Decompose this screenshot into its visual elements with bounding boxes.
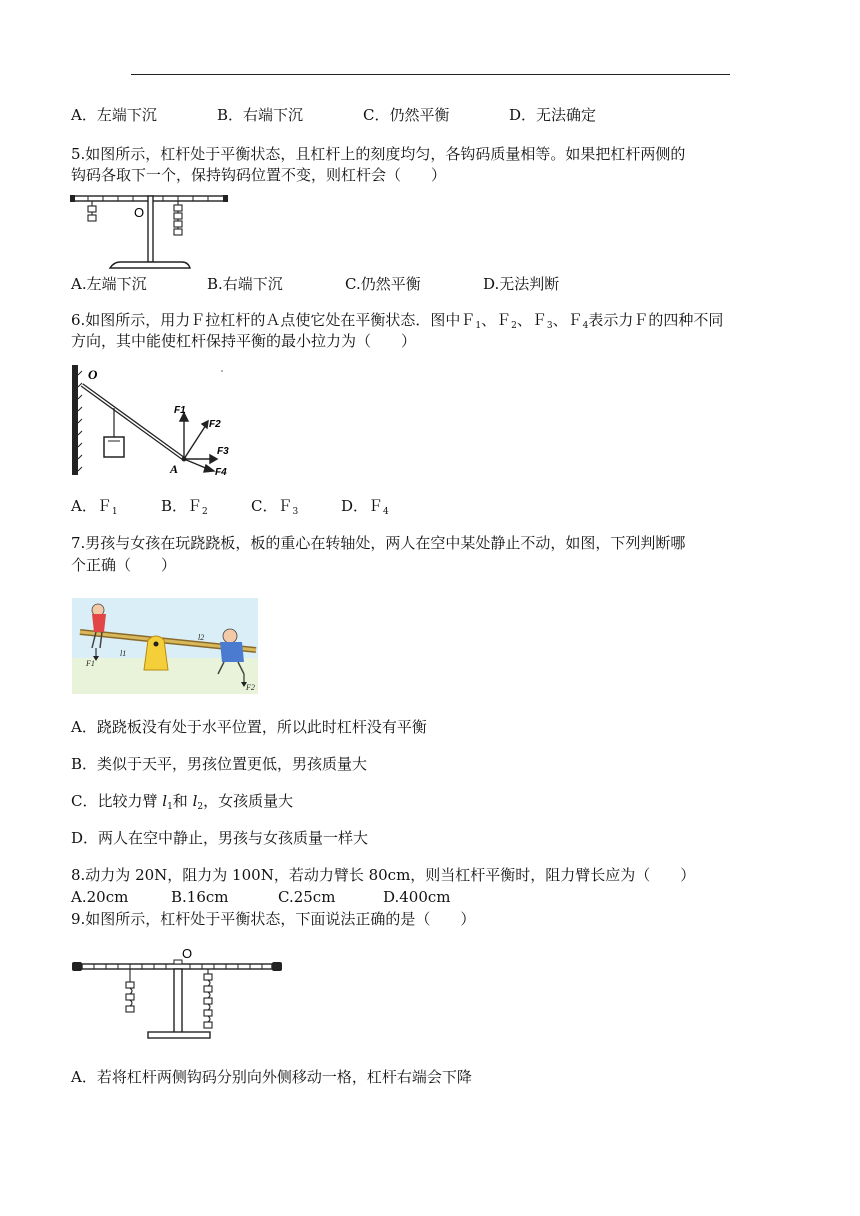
q4-option-d[interactable]: D．无法确定	[509, 106, 597, 124]
q8-option-c[interactable]: C.25cm	[278, 888, 336, 906]
q5-option-b[interactable]: B.右端下沉	[207, 275, 283, 293]
q9-stem: 9.如图所示，杠杆处于平衡状态，下面说法正确的是（ ）	[71, 910, 476, 928]
q6-weight	[104, 437, 124, 457]
q5-stem-line2: 钩码各取下一个，保持钩码位置不变，则杠杆会（ ）	[71, 166, 447, 184]
q7-option-a[interactable]: A．跷跷板没有处于水平位置，所以此时杠杆没有平衡	[71, 718, 427, 736]
q9-left-nut	[72, 962, 82, 971]
q5-right-weights	[174, 201, 182, 235]
q8-stem: 8.动力为 20N，阻力为 100N，若动力臂长 80cm，则当杠杆平衡时，阻力臂长应为（ ）	[71, 866, 696, 884]
q4-options	[71, 106, 596, 124]
header-rule	[131, 74, 730, 75]
q6-label-f4: F4	[215, 467, 227, 477]
q6-arrow-f4	[184, 459, 208, 469]
q7-label-l2: l2	[198, 633, 205, 642]
q6-figure	[72, 365, 262, 477]
q5-option-d[interactable]: D.无法判断	[483, 275, 560, 293]
q5-stand	[148, 196, 153, 262]
q5-option-a[interactable]: A.左端下沉	[71, 275, 147, 293]
q9-pivot-label: O	[182, 946, 193, 961]
q7-label-f2: F2	[246, 683, 255, 692]
q4-option-a[interactable]: A．左端下沉	[71, 106, 157, 124]
q5-figure	[70, 190, 230, 274]
q6-arrow-f2	[184, 425, 206, 459]
q5-base	[110, 262, 190, 268]
q7-option-b[interactable]: B．类似于天平，男孩位置更低，男孩质量大	[71, 755, 368, 773]
q6-label-f3: F3	[217, 446, 229, 457]
q6-option-b[interactable]: B．Ｆ$_2$	[161, 497, 208, 517]
q5-left-weights	[88, 201, 96, 221]
q7-stem-line1: 7.男孩与女孩在玩跷跷板，板的重心在转轴处，两人在空中某处静止不动，如图，下列判断哪	[71, 534, 686, 552]
q7-option-d[interactable]: D．两人在空中静止，男孩与女孩质量一样大	[71, 829, 369, 847]
q7-label-f1: F1	[86, 659, 95, 668]
q9-option-a[interactable]: A．若将杠杆两侧钩码分别向外侧移动一格，杠杆右端会下降	[71, 1068, 472, 1086]
q8-option-b[interactable]: B.16cm	[171, 888, 229, 906]
q9-lever	[82, 964, 272, 969]
q7-figure	[72, 598, 258, 694]
q9-base	[148, 1032, 210, 1038]
q6-option-c[interactable]: C．Ｆ$_3$	[251, 497, 299, 517]
q5-pivot-label: O	[134, 205, 145, 220]
q5-stem-line1: 5.如图所示，杠杆处于平衡状态，且杠杆上的刻度均匀，各钩码质量相等。如果把杠杆两侧的	[71, 145, 686, 163]
q9-left-weights	[126, 969, 134, 1012]
q8-option-d[interactable]: D.400cm	[383, 888, 451, 906]
q6-stem-line2: 方向，其中能使杠杆保持平衡的最小拉力为（ ）	[71, 332, 417, 350]
q7-stem-line2: 个正确（ ）	[71, 556, 177, 574]
q7-label-l1: l1	[120, 649, 127, 658]
q6-wall	[72, 365, 78, 475]
q6-label-f2: F2	[209, 419, 221, 430]
q4-option-b[interactable]: B．右端下沉	[217, 106, 304, 124]
q9-stand	[174, 969, 182, 1035]
q6-options	[71, 497, 389, 521]
q6-label-a: A	[170, 462, 179, 476]
q8-option-a[interactable]: A.20cm	[71, 888, 129, 906]
q8-options	[71, 888, 451, 906]
q4-option-c[interactable]: C．仍然平衡	[363, 106, 450, 124]
q5-options	[71, 275, 559, 293]
q7-fulcrum	[144, 636, 168, 670]
q6-option-a[interactable]: A．Ｆ$_1$	[71, 497, 118, 517]
q7-option-c[interactable]: C．比较力臂 $l_1$和 $l_2$，女孩质量大	[71, 792, 294, 812]
q6-option-d[interactable]: D．Ｆ$_4$	[341, 497, 389, 517]
q5-option-c[interactable]: C.仍然平衡	[345, 275, 421, 293]
q9-right-nut	[272, 962, 282, 971]
q9-figure	[70, 944, 290, 1044]
q6-label-f1: F1	[174, 405, 186, 416]
q6-stem-line1: 6.如图所示，用力Ｆ拉杠杆的Ａ点使它处在平衡状态．图中Ｆ$_1$、Ｆ$_2$、Ｆ$_3$、Ｆ$_4$表示力Ｆ的四种不同	[71, 311, 724, 331]
q6-label-o: O	[88, 367, 98, 382]
q7-boy	[223, 629, 237, 643]
q9-right-weights	[204, 969, 212, 1028]
